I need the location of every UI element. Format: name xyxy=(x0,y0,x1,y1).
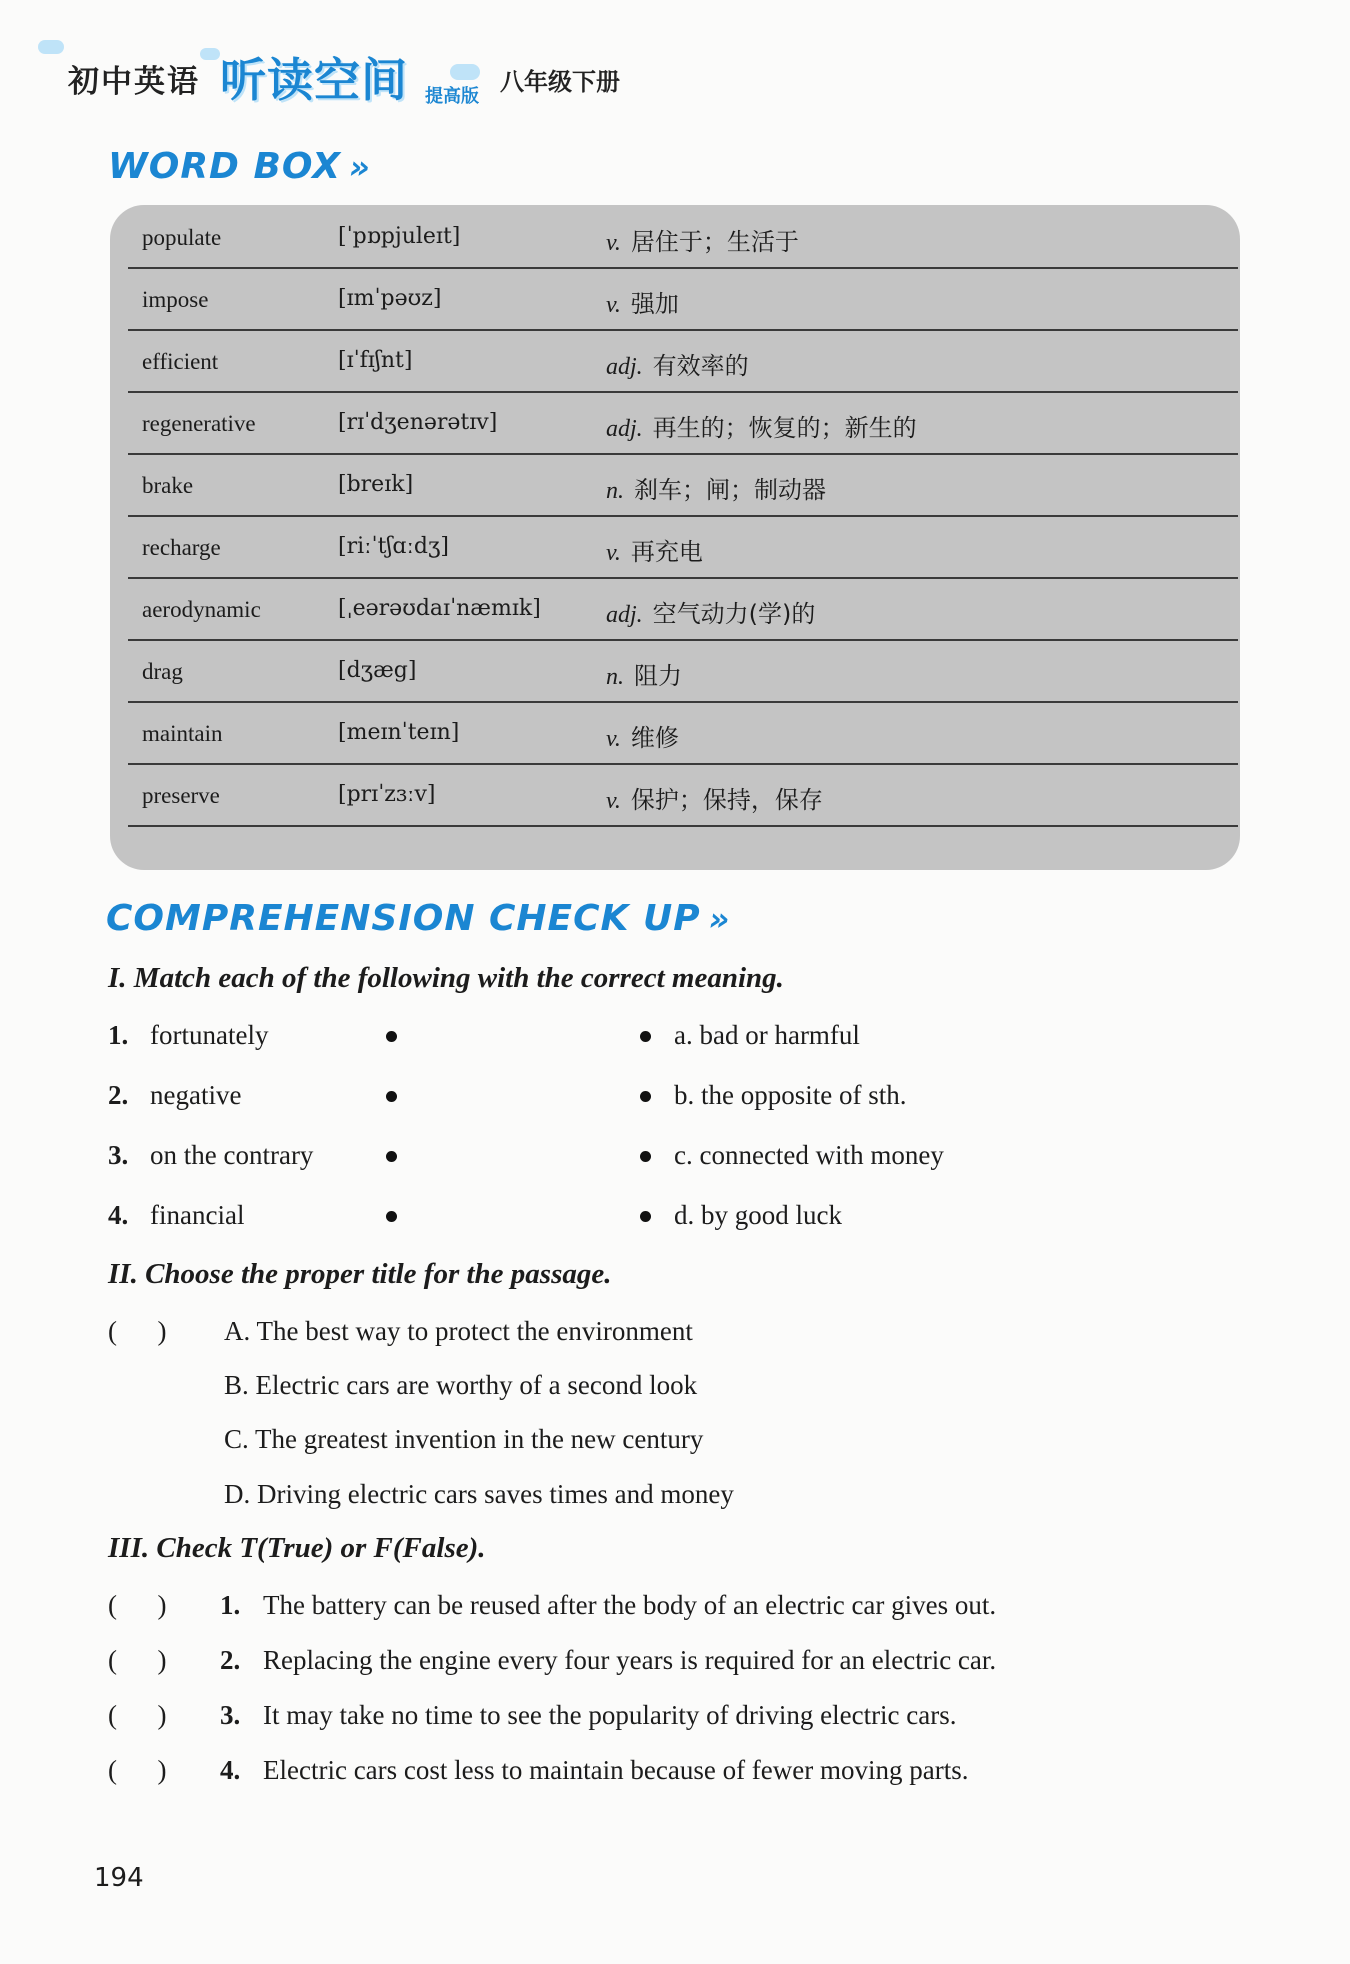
phonetic: [prɪˈzɜːv] xyxy=(338,782,436,807)
item-number: 2. xyxy=(220,1645,241,1675)
word: recharge xyxy=(142,535,221,560)
cloud-decoration xyxy=(450,64,480,80)
phonetic: [ɪmˈpəʊz] xyxy=(338,286,442,311)
choice-option: A. The best way to protect the environment xyxy=(224,1316,693,1346)
item-number: 2. xyxy=(108,1080,129,1110)
part-of-speech: v. xyxy=(606,788,621,814)
answer-blank[interactable]: ( ) xyxy=(108,1316,167,1346)
part-of-speech: n. xyxy=(606,478,624,504)
comprehension-heading-text: COMPREHENSION CHECK UP xyxy=(106,898,701,939)
choice-option: B. Electric cars are worthy of a second look xyxy=(224,1370,698,1400)
match-term: financial xyxy=(150,1200,245,1230)
meaning: 阻力 xyxy=(634,662,682,690)
part2-title: II. Choose the proper title for the passage. xyxy=(108,1258,612,1290)
word: preserve xyxy=(142,783,220,808)
phonetic: [ˌeərəʊdaɪˈnæmɪk] xyxy=(338,596,541,621)
word-entry xyxy=(128,329,1238,393)
double-chevron-icon: » xyxy=(348,148,371,186)
word-box xyxy=(110,205,1240,870)
book-logo-title: 听读空间 xyxy=(220,53,408,107)
phonetic: [ɪˈfɪʃnt] xyxy=(338,348,413,373)
answer-blank[interactable]: ( ) xyxy=(108,1645,167,1675)
edition-label: 提高版 xyxy=(425,86,479,107)
word: maintain xyxy=(142,721,223,746)
word-entry xyxy=(128,577,1238,641)
match-term: negative xyxy=(150,1080,242,1110)
phonetic: [meɪnˈteɪn] xyxy=(338,720,460,745)
word: aerodynamic xyxy=(142,597,261,622)
phonetic: [rɪˈdʒenərətɪv] xyxy=(338,410,498,435)
cloud-decoration xyxy=(200,48,220,60)
statement: Electric cars cost less to maintain because of fewer moving parts. xyxy=(263,1755,969,1785)
match-term: on the contrary xyxy=(150,1140,314,1170)
match-term: fortunately xyxy=(150,1020,269,1050)
match-meaning: b. the opposite of sth. xyxy=(674,1080,907,1110)
statement: It may take no time to see the popularity of driving electric cars. xyxy=(263,1700,957,1730)
definition xyxy=(606,284,679,319)
choice-option: D. Driving electric cars saves times and money xyxy=(224,1479,734,1509)
meaning: 强加 xyxy=(630,290,679,318)
word: impose xyxy=(142,287,209,312)
phonetic: [ˈpɒpjuleɪt] xyxy=(338,224,461,249)
match-dot-right[interactable] xyxy=(640,1211,651,1222)
match-item xyxy=(108,1200,1208,1240)
word-entry xyxy=(128,515,1238,579)
definition xyxy=(606,408,917,443)
word: regenerative xyxy=(142,411,256,436)
grade-label: 八年级下册 xyxy=(500,68,620,96)
definition xyxy=(606,470,826,505)
item-number: 4. xyxy=(220,1755,241,1785)
definition xyxy=(606,780,823,815)
phonetic: [breɪk] xyxy=(338,472,414,497)
word-entry xyxy=(128,763,1238,827)
item-number: 1. xyxy=(108,1020,129,1050)
word-entry xyxy=(128,267,1238,331)
meaning: 再充电 xyxy=(630,538,703,566)
word: efficient xyxy=(142,349,219,374)
word-entry xyxy=(128,701,1238,765)
part-of-speech: v. xyxy=(606,726,621,752)
definition xyxy=(606,222,799,257)
match-dot-left[interactable] xyxy=(386,1091,397,1102)
match-dot-left[interactable] xyxy=(386,1211,397,1222)
page-number: 194 xyxy=(94,1863,144,1893)
word: brake xyxy=(142,473,194,498)
meaning: 刹车；闸；制动器 xyxy=(634,476,826,504)
word-entry xyxy=(128,391,1238,455)
part3-title: III. Check T(True) or F(False). xyxy=(108,1532,486,1564)
answer-blank[interactable]: ( ) xyxy=(108,1700,167,1730)
match-dot-left[interactable] xyxy=(386,1031,397,1042)
match-meaning: d. by good luck xyxy=(674,1200,842,1230)
part-of-speech: v. xyxy=(606,540,621,566)
match-item xyxy=(108,1080,1208,1120)
definition xyxy=(606,656,682,691)
match-meaning: c. connected with money xyxy=(674,1140,944,1170)
book-header xyxy=(60,40,660,120)
definition xyxy=(606,346,749,381)
part-of-speech: v. xyxy=(606,230,621,256)
answer-blank[interactable]: ( ) xyxy=(108,1755,167,1785)
meaning: 保护；保持，保存 xyxy=(630,786,823,814)
match-dot-right[interactable] xyxy=(640,1091,651,1102)
phonetic: [riːˈtʃɑːdʒ] xyxy=(338,534,449,559)
part-of-speech: n. xyxy=(606,664,624,690)
word-box-heading xyxy=(108,146,371,187)
answer-blank[interactable]: ( ) xyxy=(108,1590,167,1620)
match-meaning: a. bad or harmful xyxy=(674,1020,860,1050)
match-dot-right[interactable] xyxy=(640,1151,651,1162)
word: drag xyxy=(142,659,183,684)
match-dot-right[interactable] xyxy=(640,1031,651,1042)
statement: The battery can be reused after the body of an electric car gives out. xyxy=(263,1590,997,1620)
definition xyxy=(606,532,703,567)
phonetic: [dʒæg] xyxy=(338,658,417,683)
cloud-decoration xyxy=(38,40,64,54)
comprehension-heading xyxy=(106,898,730,939)
match-dot-left[interactable] xyxy=(386,1151,397,1162)
meaning: 维修 xyxy=(630,724,679,752)
double-chevron-icon: » xyxy=(708,900,731,938)
match-item xyxy=(108,1140,1208,1180)
part-of-speech: adj. xyxy=(606,354,643,380)
word-entry xyxy=(128,205,1238,269)
statement: Replacing the engine every four years is required for an electric car. xyxy=(263,1645,997,1675)
word-box-heading-text: WORD BOX xyxy=(108,146,341,187)
match-item xyxy=(108,1020,1208,1060)
item-number: 1. xyxy=(220,1590,241,1620)
item-number: 3. xyxy=(108,1140,129,1170)
item-number: 3. xyxy=(220,1700,241,1730)
definition xyxy=(606,594,815,629)
series-name: 初中英语 xyxy=(68,64,200,100)
definition xyxy=(606,718,679,753)
meaning: 再生的；恢复的；新生的 xyxy=(652,414,917,442)
choice-option: C. The greatest invention in the new century xyxy=(224,1424,704,1454)
part-of-speech: v. xyxy=(606,292,621,318)
part-of-speech: adj. xyxy=(606,416,643,442)
meaning: 居住于；生活于 xyxy=(630,228,799,256)
part1-title: I. Match each of the following with the correct meaning. xyxy=(108,962,784,994)
word-entry xyxy=(128,453,1238,517)
word: populate xyxy=(142,225,222,250)
word-entry xyxy=(128,639,1238,703)
part-of-speech: adj. xyxy=(606,602,643,628)
item-number: 4. xyxy=(108,1200,129,1230)
meaning: 有效率的 xyxy=(652,352,749,380)
meaning: 空气动力(学)的 xyxy=(652,600,816,628)
